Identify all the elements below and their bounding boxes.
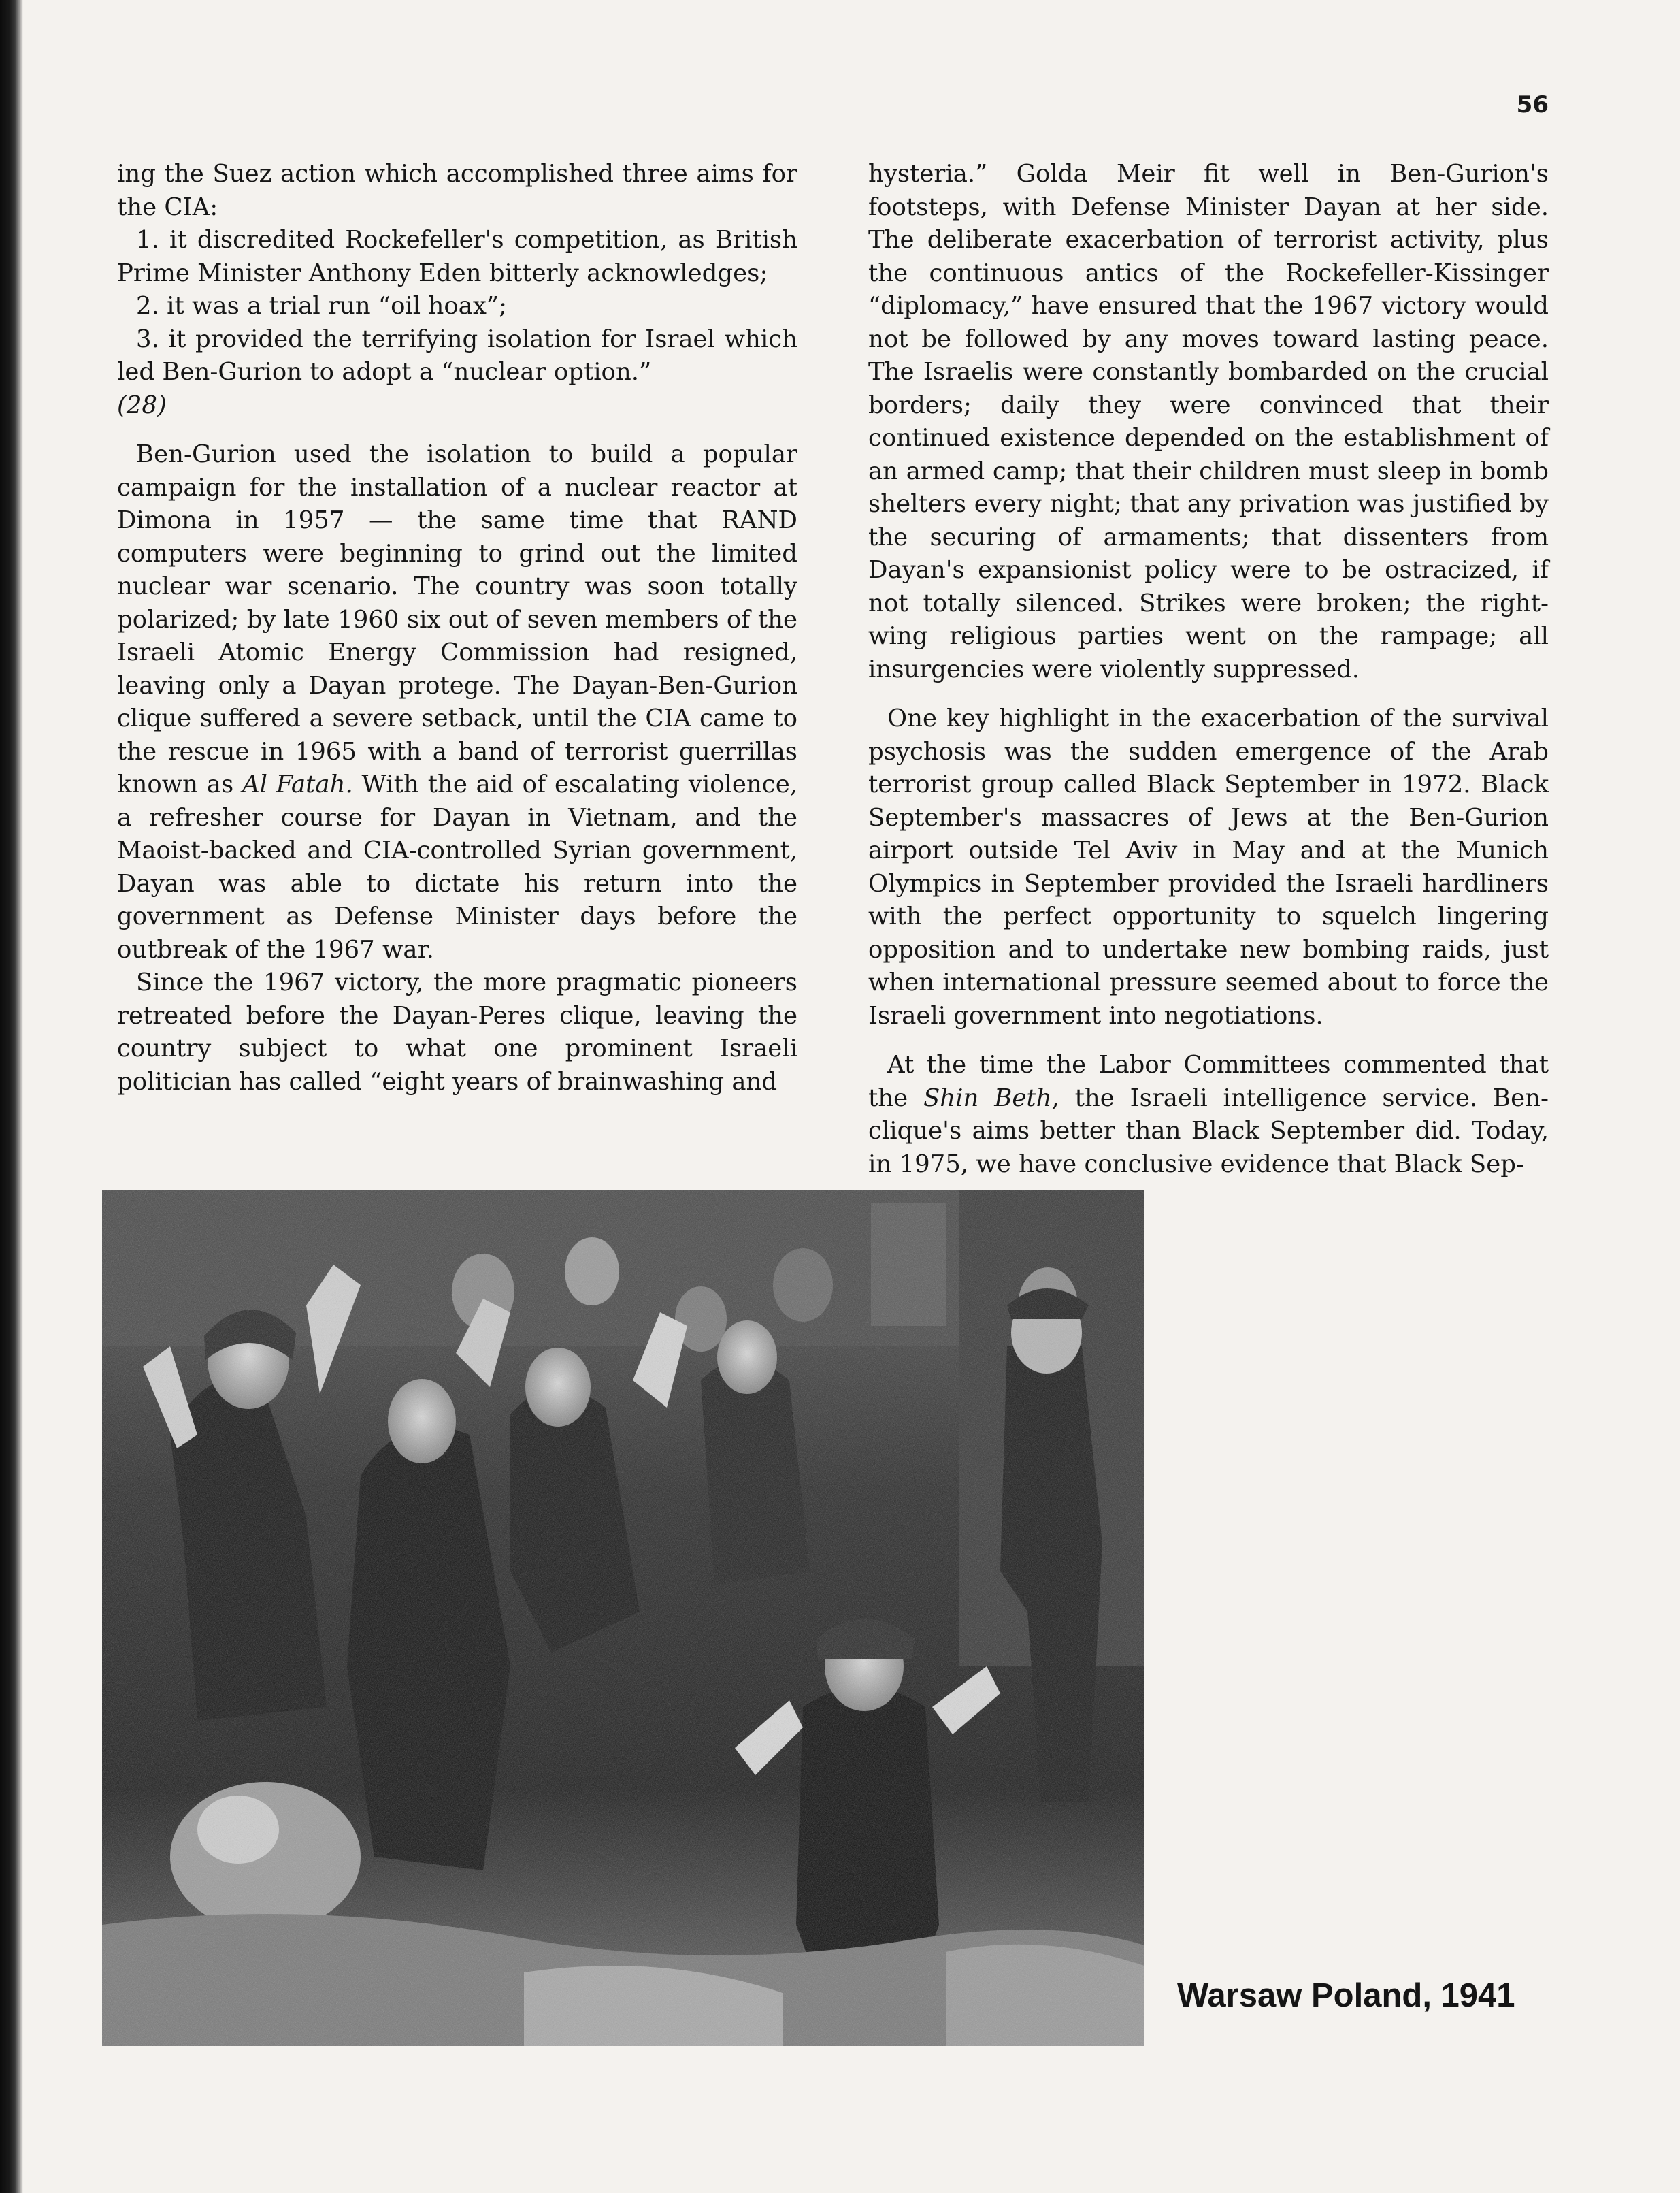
- body-paragraph: [117, 438, 797, 966]
- body-paragraph: One key highlight in the exacerbation of the survival psychosis was the sudden emergence of the Arab terrorist group called Black September in 1972. Black September's massacres of Jews at the Ben-Gurion airport outside Tel Aviv in May and at the Munich Olympics in September provided the Israeli hardliners with the perfect opportunity to squelch lingering opposition and to undertake new bombing raids, just when international pressure seemed about to force the Israeli government into negotiations.: [868, 704, 1549, 1030]
- photograph-rendering: [102, 1190, 1144, 2046]
- body-text: At the time the Labor Committees commented that the: [868, 1051, 1549, 1112]
- page-number: 56: [1516, 91, 1549, 118]
- body-paragraph: Since the 1967 victory, the more pragmatic pioneers retreated before the Dayan-Peres clique, leaving the country subject to what one prominent Israeli politician has called “eight years of brainwashing and: [117, 969, 797, 1096]
- list-item: 3. it provided the terrifying isolation for Israel which led Ben-Gurion to adopt a “nuclear option.”: [117, 325, 797, 386]
- scan-edge: [0, 0, 23, 2193]
- photo-caption: Warsaw Poland, 1941: [1177, 1977, 1515, 2014]
- intro-text: ing the Suez action which accomplished three aims for the CIA:: [117, 160, 797, 221]
- left-column: [117, 158, 797, 1099]
- italic-term: Al Fatah.: [242, 770, 353, 798]
- body-text: With the aid of escalating violence, a refresher course for Dayan in Vietnam, and the Maoist-backed and CIA-controlled Syrian government, Dayan was able to dictate his return into the government as Defense Minister days before the outbreak of the 1967 war.: [117, 770, 797, 964]
- footnote-reference: [117, 389, 797, 423]
- historical-photograph: [102, 1190, 1144, 2046]
- list-item: 2. it was a trial run “oil hoax”;: [136, 292, 507, 320]
- list-item: 1. it discredited Rockefeller's competition, as British Prime Minister Anthony Eden bitterly acknowledges;: [117, 226, 797, 287]
- body-text: , the Israeli intelligence service. Ben-clique's aims better than Black September did. Today, in 1975, we have conclusive evidence that Black Sep-: [868, 1084, 1549, 1178]
- footnote-reference-text: (28): [117, 391, 167, 419]
- body-paragraph: [868, 1049, 1549, 1181]
- italic-term: Shin Beth: [923, 1084, 1052, 1112]
- body-paragraph: hysteria.” Golda Meir fit well in Ben-Gurion's footsteps, with Defense Minister Dayan at her side. The deliberate exacerbation of terrorist activity, plus the continuous antics of the Rockefeller-Kissinger “diplomacy,” have ensured that the 1967 victory would not be followed by any moves toward lasting peace. The Israelis were constantly bombarded on the crucial borders; daily they were convinced that their continued existence depended on the establishment of an armed camp; that their children must sleep in bomb shelters every night; that any privation was justified by the securing of armaments; that dissenters from Dayan's expansionist policy were to be ostracized, if not totally silenced. Strikes were broken; the right-wing religious parties went on the rampage; all insurgencies were violently suppressed.: [868, 160, 1549, 683]
- body-text: Ben-Gurion used the isolation to build a popular campaign for the installation of a nuclear reactor at Dimona in 1957 — the same time that RAND computers were beginning to grind out the limited nuclear war scenario. The country was soon totally polarized; by late 1960 six out of seven members of the Israeli Atomic Energy Commission had resigned, leaving only a Dayan protege. The Dayan-Ben-Gurion clique suffered a severe setback, until the CIA came to the rescue in 1965 with a band of terrorist guerrillas known as: [117, 440, 797, 798]
- right-column: [868, 158, 1549, 1181]
